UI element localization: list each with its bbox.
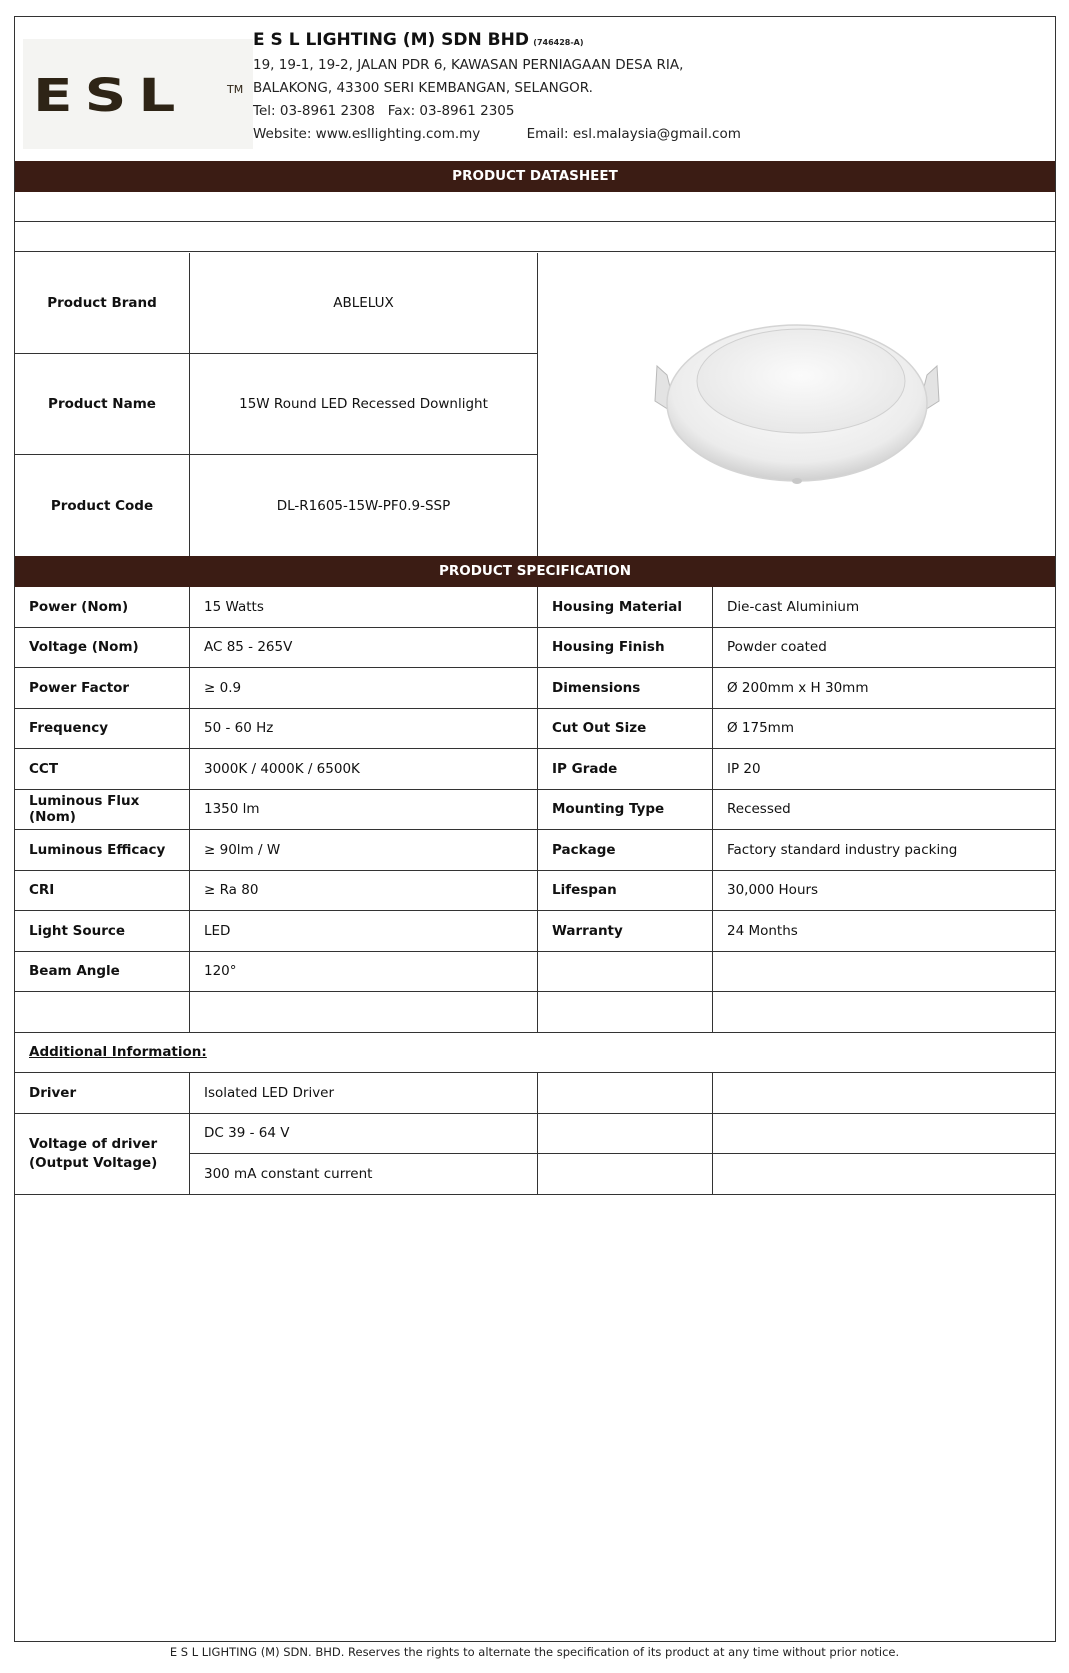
spec-label — [15, 992, 190, 1032]
product-name-row — [15, 354, 538, 455]
spec-row — [15, 628, 1055, 669]
additional-info-heading: Additional Information: — [29, 1044, 207, 1061]
spec-value: Die-cast Aluminium — [727, 598, 860, 615]
spec-row — [15, 952, 1055, 993]
blank-row — [15, 222, 1055, 252]
product-brand-value: ABLELUX — [190, 253, 538, 353]
spec-label: Mounting Type — [538, 790, 713, 830]
spec-value: ≥ Ra 80 — [190, 871, 538, 911]
blank-row — [15, 192, 1055, 222]
product-photo — [539, 253, 1055, 556]
spec-value: IP 20 — [727, 760, 761, 777]
spec-value: LED — [190, 911, 538, 951]
spec-row — [15, 587, 1055, 628]
email[interactable]: Email: esl.malaysia@gmail.com — [526, 126, 741, 142]
spec-row — [15, 749, 1055, 790]
company-logo — [23, 39, 253, 149]
spec-label: Power Factor — [15, 668, 190, 708]
spec-label: Voltage (Nom) — [15, 628, 190, 668]
spec-value: 50 - 60 Hz — [190, 709, 538, 749]
spec-label — [538, 992, 713, 1032]
spec-value: 120° — [190, 952, 538, 992]
spec-row — [15, 709, 1055, 750]
spec-value: Powder coated — [727, 639, 827, 656]
spec-value: 1350 lm — [190, 790, 538, 830]
spec-label: CCT — [15, 749, 190, 789]
contact-numbers: Tel: 03-8961 2308 Fax: 03-8961 2305 — [253, 103, 515, 119]
spec-label: CRI — [15, 871, 190, 911]
spec-label: Beam Angle — [15, 952, 190, 992]
driver-voltage-row — [15, 1114, 1055, 1195]
driver-label: Driver — [15, 1073, 190, 1113]
empty-cell — [538, 1073, 713, 1113]
spec-label: Light Source — [15, 911, 190, 951]
spec-value: Ø 200mm x H 30mm — [727, 679, 869, 696]
logo-text: ESL — [33, 69, 188, 123]
empty-cell — [538, 1114, 713, 1154]
spec-label: Luminous Efficacy — [15, 830, 190, 870]
spec-row — [15, 911, 1055, 952]
empty-cell — [538, 1154, 713, 1195]
company-reg-no: (746428-A) — [533, 38, 584, 47]
spec-label: Cut Out Size — [538, 709, 713, 749]
spec-label: Lifespan — [538, 871, 713, 911]
driver-value: Isolated LED Driver — [190, 1073, 538, 1113]
spec-value: ≥ 0.9 — [190, 668, 538, 708]
product-brand-label: Product Brand — [15, 253, 190, 353]
empty-cell — [713, 1073, 1055, 1113]
spec-label: Package — [538, 830, 713, 870]
datasheet — [14, 16, 1056, 1642]
spec-value: Recessed — [727, 801, 791, 818]
datasheet-title-bar: PRODUCT DATASHEET — [15, 161, 1055, 192]
spec-label: Power (Nom) — [15, 587, 190, 627]
spec-value: 15 Watts — [190, 587, 538, 627]
driver-voltage-value: DC 39 - 64 V — [190, 1114, 538, 1154]
address-line-1: 19, 19-1, 19-2, JALAN PDR 6, KAWASAN PERNIAGAAN DESA RIA, — [253, 57, 684, 73]
product-brand-row — [15, 253, 538, 354]
driver-voltage-label-line1: Voltage of driver — [29, 1135, 158, 1152]
spec-value: 30,000 Hours — [727, 882, 819, 899]
spec-value: 3000K / 4000K / 6500K — [190, 749, 538, 789]
address-line-2: BALAKONG, 43300 SERI KEMBANGAN, SELANGOR. — [253, 80, 593, 96]
additional-info-row — [15, 1033, 1055, 1074]
spec-value: 24 Months — [727, 922, 798, 939]
footer-disclaimer: E S L LIGHTING (M) SDN. BHD. Reserves the rights to alternate the specification of its product at any time without prior notice. — [169, 1645, 900, 1659]
spec-label: Luminous Flux (Nom) — [15, 790, 190, 830]
spec-row — [15, 992, 1055, 1033]
spec-row — [15, 668, 1055, 709]
driver-current-subrow — [190, 1154, 1055, 1195]
spec-label: Housing Material — [538, 587, 713, 627]
spec-value: Factory standard industry packing — [727, 841, 958, 858]
spec-value — [713, 992, 1055, 1032]
product-code-label: Product Code — [15, 455, 190, 556]
spec-label — [538, 952, 713, 992]
spec-row — [15, 790, 1055, 831]
driver-row — [15, 1073, 1055, 1114]
driver-voltage-subrow — [190, 1114, 1055, 1155]
spec-row — [15, 871, 1055, 912]
product-info — [15, 253, 1055, 556]
product-code-row — [15, 455, 538, 556]
spec-label: Dimensions — [538, 668, 713, 708]
driver-voltage-label — [15, 1114, 190, 1194]
spec-label: Housing Finish — [538, 628, 713, 668]
downlight-image — [539, 253, 1055, 556]
logo-trademark: TM — [227, 83, 244, 96]
product-name-label: Product Name — [15, 354, 190, 454]
spec-label: Frequency — [15, 709, 190, 749]
spec-label: IP Grade — [538, 749, 713, 789]
spec-value: ≥ 90lm / W — [190, 830, 538, 870]
spec-value — [190, 992, 538, 1032]
specification-title-bar: PRODUCT SPECIFICATION — [15, 556, 1055, 587]
website[interactable]: Website: www.esllighting.com.my — [253, 126, 481, 142]
product-code-value: DL-R1605-15W-PF0.9-SSP — [190, 455, 538, 556]
spec-value: Ø 175mm — [727, 720, 794, 737]
letterhead — [15, 17, 1055, 161]
spec-value — [713, 952, 1055, 992]
driver-current-value: 300 mA constant current — [190, 1154, 538, 1195]
company-name: E S L LIGHTING (M) SDN BHD — [253, 30, 529, 50]
product-name-value: 15W Round LED Recessed Downlight — [190, 354, 538, 454]
driver-voltage-label-line2: (Output Voltage) — [29, 1154, 158, 1171]
company-details — [253, 29, 741, 146]
specification-table — [15, 587, 1055, 1195]
spec-label: Warranty — [538, 911, 713, 951]
spec-value: AC 85 - 265V — [190, 628, 538, 668]
spec-row — [15, 830, 1055, 871]
